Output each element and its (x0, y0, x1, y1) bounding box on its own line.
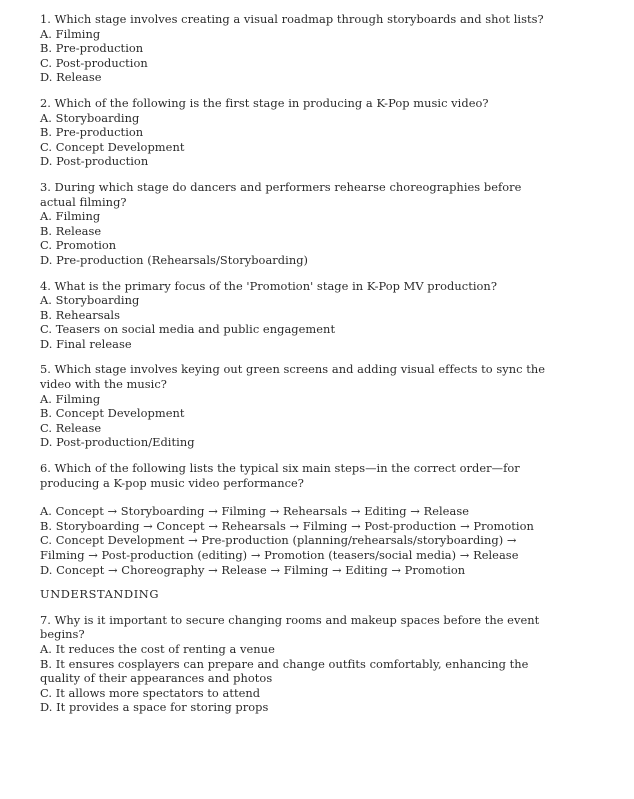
option-d: D. Concept → Choreography → Release → Filming → Editing → Promotion (40, 562, 466, 577)
question-6 (40, 461, 616, 577)
option-c: C. Post-production (40, 55, 148, 70)
question-4 (40, 279, 616, 352)
option-c: C. Concept Development (40, 139, 185, 154)
question-stem-line-1: 6. Which of the following lists the typical six main steps—in the correct order—for (40, 461, 520, 476)
option-b: B. It ensures cosplayers can prepare and change outfits comfortably, enhancing the (40, 656, 529, 671)
option-d: D. It provides a space for storing props (40, 700, 269, 715)
option-d: D. Release (40, 70, 102, 85)
question-1 (40, 12, 616, 85)
option-a: A. Storyboarding (40, 110, 140, 125)
question-stem: 1. Which stage involves creating a visual roadmap through storyboards and shot lists? (40, 12, 544, 26)
question-3 (40, 180, 616, 268)
option-b: B. Concept Development (40, 406, 185, 421)
question-stem-line-2: begins? (40, 627, 85, 642)
question-stem-line-2: producing a K-pop music video performance? (40, 475, 304, 490)
question-stem-line-2: actual filming? (40, 194, 127, 209)
option-b: B. Storyboarding → Concept → Rehearsals → Filming → Post-production → Promotion (40, 518, 534, 533)
question-stem-line-1: 7. Why is it important to secure changing rooms and makeup spaces before the event (40, 612, 540, 627)
option-c: C. Concept Development → Pre-production (planning/rehearsals/storyboarding) → (40, 533, 517, 548)
question-2 (40, 96, 616, 169)
option-a: A. Filming (40, 209, 101, 224)
option-b: B. Pre-production (40, 125, 144, 140)
option-c: C. Promotion (40, 238, 117, 253)
option-b: B. Release (40, 223, 102, 238)
question-stem-line-1: 3. During which stage do dancers and performers rehearse choreographies before (40, 179, 522, 194)
option-d: D. Final release (40, 336, 132, 351)
question-stem: 4. What is the primary focus of the 'Promotion' stage in K-Pop MV production? (40, 278, 497, 293)
option-a: A. Filming (40, 26, 101, 41)
question-5 (40, 362, 616, 450)
option-a: A. Concept → Storyboarding → Filming → Rehearsals → Editing → Release (40, 504, 470, 519)
option-c: C. It allows more spectators to attend (40, 685, 261, 700)
question-7 (40, 613, 616, 715)
question-stem: 2. Which of the following is the first stage in producing a K-Pop music video? (40, 95, 489, 110)
option-d: D. Pre-production (Rehearsals/Storyboarding) (40, 252, 309, 267)
option-c-continued: Filming → Post-production (editing) → Promotion (teasers/social media) → Release (40, 548, 519, 562)
option-c: C. Release (40, 420, 102, 435)
question-stem-line-1: 5. Which stage involves keying out green screens and adding visual effects to sync the (40, 362, 546, 377)
option-b-continued: quality of their appearances and photos (40, 671, 273, 686)
option-a: A. It reduces the cost of renting a venue (40, 641, 275, 656)
option-b: B. Pre-production (40, 41, 144, 56)
section-heading: UNDERSTANDING (40, 587, 160, 602)
option-a: A. Filming (40, 391, 101, 406)
option-b: B. Rehearsals (40, 307, 121, 322)
option-c: C. Teasers on social media and public engagement (40, 322, 336, 337)
option-d: D. Post-production/Editing (40, 435, 195, 450)
option-a: A. Storyboarding (40, 293, 140, 308)
question-stem-line-2: video with the music? (40, 377, 167, 392)
option-d: D. Post-production (40, 154, 149, 169)
